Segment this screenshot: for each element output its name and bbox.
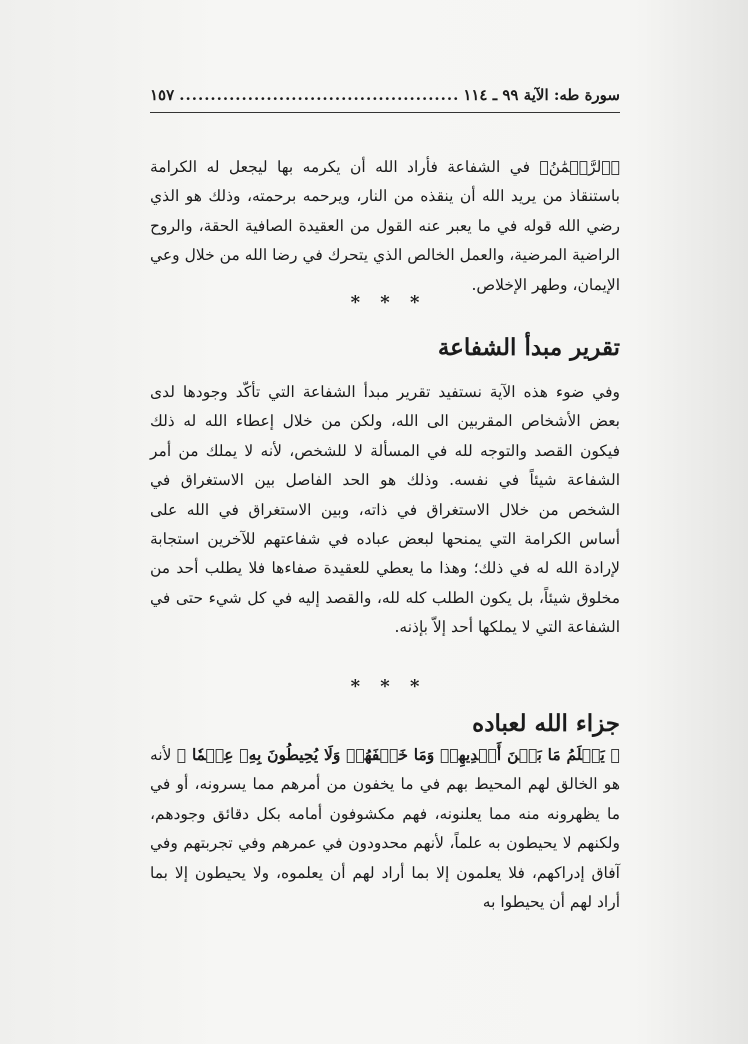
section-heading-reward: جزاء الله لعباده — [472, 710, 620, 737]
page-number: ١٥٧ — [150, 86, 175, 104]
section-heading-intercession: تقرير مبدأ الشفاعة — [437, 334, 620, 361]
quran-verse: ﴿ يَعۡلَمُ مَا بَيۡنَ أَيۡدِيهِمۡ وَمَا خَلۡفَهُمۡ وَلَا يُحِيطُونَ بِهِۦ عِلۡمٗا ﴾ — [176, 745, 620, 764]
paragraph-intercession — [150, 378, 620, 643]
header-title: سورة طه: الآية ٩٩ ـ ١١٤ — [463, 86, 620, 104]
running-header — [150, 86, 620, 104]
paragraph-intro — [150, 153, 620, 300]
section-separator: * * * — [350, 676, 420, 697]
paragraph-text — [150, 740, 620, 917]
header-leader-dots — [178, 86, 459, 104]
header-rule — [150, 112, 620, 113]
paragraph-reward — [150, 740, 620, 917]
paragraph-text: ﴿ٱلرَّحۡمَٰنُ﴾ في الشفاعة فأراد الله أن يكرمه بها ليجعل له الكرامة باستنقاذ من يريد الله أن ينقذه من النار، ويرحمه برحمته، وذلك هو الذي رضي الله قوله في ما يعبر عنه القول من العقيدة الصافية الحقة، والروح الراضية المرضية، والعمل الخالص الذي يتحرك في رضا الله من خلال وعي الإيمان، وطهر الإخلاص. — [150, 158, 620, 294]
paragraph-text: وفي ضوء هذه الآية نستفيد تقرير مبدأ الشفاعة التي تأكّد وجودها لدى بعض الأشخاص المقربين الى الله، ولكن من خلال إعطاء الله له ذلك فيكون القصد والتوجه لله في المسألة لا للشخص، لأنه لا يملك من أمر الشفاعة شيئاً في نفسه. وذلك هو الحد الفاصل بين الاستغراق في الشخص من خلال الاستغراق في ذاته، وبين الاستغراق في الله على أساس الكرامة التي يمنحها لبعض عباده في شفاعتهم للآخرين استجابة لإرادة الله له في ذلك؛ وهذا ما يعطي للعقيدة صفاءها فلا يطلب أحد من مخلوق شيئاً، بل يكون الطلب كله لله، والقصد إليه في كل شيء حتى في الشفاعة التي لا يملكها أحد إلاّ بإذنه. — [150, 383, 620, 637]
section-separator: * * * — [350, 292, 420, 313]
paragraph-body: لأنه هو الخالق لهم المحيط بهم في ما يخفون من أمرهم مما يسرونه، أو في ما يظهرونه منه مما يعلنونه، فهم مكشوفون أمامه بكل دقائق وجودهم، ولكنهم لا يحيطون به علماً، لأنهم محدودون في عمرهم وفي تجربتهم وفي آفاق إدراكهم، فلا يعلمون إلا بما أراد لهم أن يعلموه، ولا يحيطون إلا بما أراد لهم أن يحيطوا به — [150, 746, 620, 912]
